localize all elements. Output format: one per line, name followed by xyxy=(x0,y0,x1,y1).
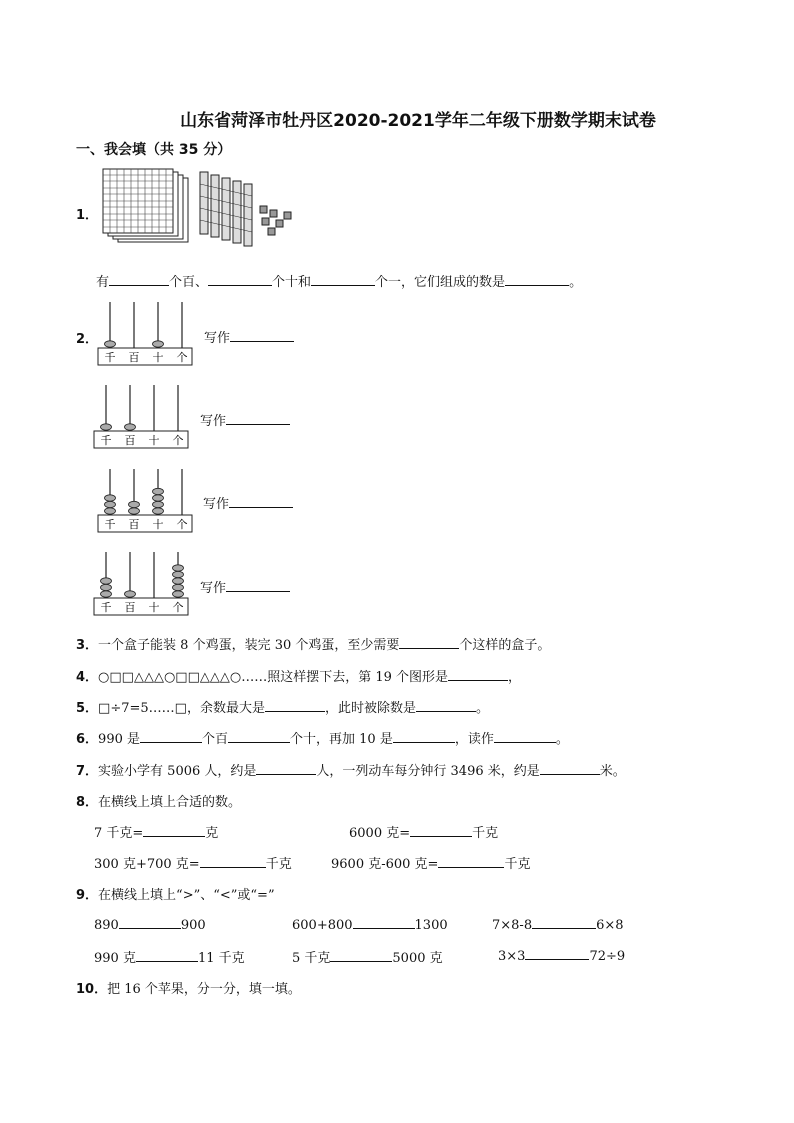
abacus-bead xyxy=(153,488,164,494)
answer-blank[interactable] xyxy=(226,412,290,425)
fill-item: 6000 克= 千克 xyxy=(349,826,499,841)
question-9: 9．在横线上填上“>”、“<”或“=” xyxy=(76,888,275,903)
abacus-figure xyxy=(92,550,192,620)
answer-blank[interactable] xyxy=(540,762,600,775)
place-label: 千 xyxy=(100,601,112,614)
abacus-bead xyxy=(153,341,164,347)
abacus-bead xyxy=(173,578,184,584)
place-label: 十 xyxy=(152,351,164,364)
abacus-bead xyxy=(105,501,116,507)
place-label: 千 xyxy=(100,434,112,447)
abacus-bead xyxy=(129,508,140,514)
abacus-bead xyxy=(173,584,184,590)
place-label: 十 xyxy=(148,434,160,447)
write-as-label: 写作 xyxy=(204,327,294,346)
compare-item: 600+800 1300 xyxy=(292,918,448,933)
answer-blank[interactable] xyxy=(208,273,272,286)
answer-blank[interactable] xyxy=(140,730,202,743)
compare-item: 5 千克 5000 克 xyxy=(292,951,443,966)
abacus-bead xyxy=(101,591,112,597)
question-10: 10．把 16 个苹果，分一分，填一填。 xyxy=(76,982,301,997)
abacus-bead xyxy=(125,591,136,597)
write-as-label: 写作 xyxy=(200,410,290,429)
answer-blank[interactable] xyxy=(399,636,459,649)
fill-item: 300 克+700 克= 千克 xyxy=(94,857,292,872)
abacus-bead xyxy=(173,565,184,571)
abacus-bead xyxy=(101,584,112,590)
abacus-bead xyxy=(173,591,184,597)
answer-blank[interactable] xyxy=(393,730,455,743)
question-4: 4．○□□△△△○□□△△△○……照这样摆下去，第 19 个图形是 ， xyxy=(76,670,522,685)
place-label: 百 xyxy=(124,601,136,614)
answer-blank[interactable] xyxy=(494,730,556,743)
answer-blank[interactable] xyxy=(410,824,472,837)
answer-blank[interactable] xyxy=(200,855,266,868)
answer-blank[interactable] xyxy=(229,495,293,508)
write-as-label: 写作 xyxy=(200,577,290,596)
abacus-bead xyxy=(153,501,164,507)
question-7: 7．实验小学有 5006 人，约是 人，一列动车每分钟行 3496 米，约是 米。 xyxy=(76,764,626,779)
answer-blank[interactable] xyxy=(438,855,504,868)
answer-blank[interactable] xyxy=(119,916,181,929)
answer-blank[interactable] xyxy=(330,949,392,962)
answer-blank[interactable] xyxy=(532,916,596,929)
place-label: 个 xyxy=(172,601,184,614)
answer-blank[interactable] xyxy=(228,730,290,743)
answer-blank[interactable] xyxy=(136,949,198,962)
place-label: 个 xyxy=(172,434,184,447)
answer-blank[interactable] xyxy=(256,762,316,775)
answer-blank[interactable] xyxy=(109,273,169,286)
question-5: 5．□÷7=5……□，余数最大是 ，此时被除数是 。 xyxy=(76,701,489,716)
answer-blank[interactable] xyxy=(525,947,589,960)
place-label: 千 xyxy=(104,351,116,364)
abacus-bead xyxy=(125,424,136,430)
abacus-bead xyxy=(105,341,116,347)
abacus-bead xyxy=(153,495,164,501)
fill-item: 9600 克-600 克= 千克 xyxy=(331,857,531,872)
place-label: 个 xyxy=(176,518,188,531)
answer-blank[interactable] xyxy=(416,699,476,712)
answer-blank[interactable] xyxy=(143,824,205,837)
answer-blank[interactable] xyxy=(353,916,415,929)
place-label: 百 xyxy=(128,351,140,364)
base-ten-blocks-figure xyxy=(100,168,300,250)
place-label: 百 xyxy=(128,518,140,531)
abacus-bead xyxy=(101,578,112,584)
question-number: 2． xyxy=(76,332,99,347)
place-label: 个 xyxy=(176,351,188,364)
abacus-bead xyxy=(101,424,112,430)
abacus-bead xyxy=(129,501,140,507)
abacus-figure xyxy=(92,383,192,453)
fill-item: 7 千克= 克 xyxy=(94,826,219,841)
question-number: 1． xyxy=(76,208,99,223)
abacus-bead xyxy=(153,508,164,514)
answer-blank[interactable] xyxy=(230,329,294,342)
abacus-bead xyxy=(105,508,116,514)
compare-item: 3×3 72÷9 xyxy=(498,949,626,964)
abacus-bead xyxy=(173,571,184,577)
place-label: 百 xyxy=(124,434,136,447)
question-3: 3．一个盒子能装 8 个鸡蛋，装完 30 个鸡蛋，至少需要 个这样的盒子。 xyxy=(76,638,551,653)
write-as-label: 写作 xyxy=(203,493,293,512)
answer-blank[interactable] xyxy=(311,273,375,286)
place-label: 十 xyxy=(152,518,164,531)
answer-blank[interactable] xyxy=(226,579,290,592)
compare-item: 890 900 xyxy=(94,918,206,933)
compare-item: 7×8-8 6×8 xyxy=(492,918,624,933)
answer-blank[interactable] xyxy=(265,699,325,712)
section-heading: 一、我会填（共 35 分） xyxy=(76,142,232,158)
abacus-bead xyxy=(105,495,116,501)
place-label: 千 xyxy=(104,518,116,531)
abacus-figure xyxy=(96,300,196,370)
question-8: 8．在横线上填上合适的数。 xyxy=(76,795,242,810)
question-1-text: 有 个百、 个十和 个一，它们组成的数是 。 xyxy=(96,275,583,290)
question-6: 6．990 是 个百 个十，再加 10 是 ，读作 。 xyxy=(76,732,569,747)
compare-item: 990 克 11 千克 xyxy=(94,951,245,966)
abacus-figure xyxy=(96,467,196,537)
answer-blank[interactable] xyxy=(505,273,569,286)
page-title: 山东省菏泽市牡丹区2020-2021学年二年级下册数学期末试卷 xyxy=(180,111,656,131)
place-label: 十 xyxy=(148,601,160,614)
answer-blank[interactable] xyxy=(448,668,508,681)
